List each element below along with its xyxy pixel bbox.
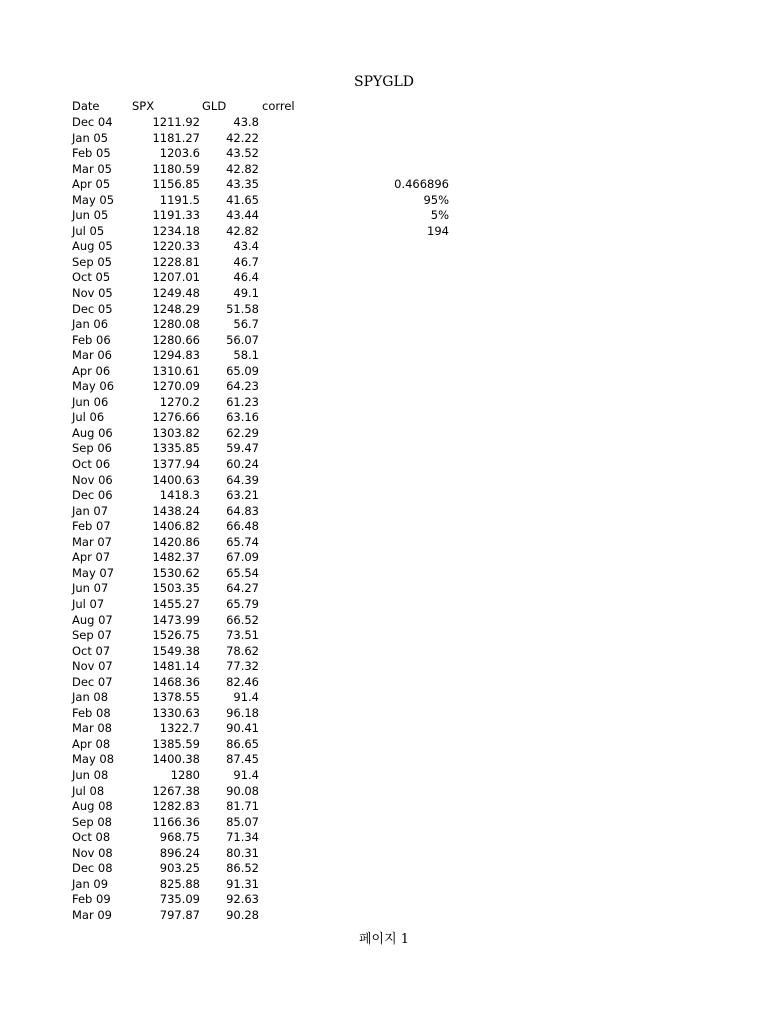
spx-cell: 1330.63 xyxy=(152,705,200,720)
date-cell: Dec 07 xyxy=(72,674,113,689)
date-cell: Jun 07 xyxy=(72,581,109,596)
table-row xyxy=(72,846,272,862)
date-cell: Nov 06 xyxy=(72,472,113,487)
spx-cell: 968.75 xyxy=(159,830,200,845)
gld-cell: 96.18 xyxy=(226,705,259,720)
table-row xyxy=(72,333,272,349)
date-cell: Mar 08 xyxy=(72,721,112,736)
spx-cell: 1420.86 xyxy=(152,534,200,549)
spx-cell: 1303.82 xyxy=(152,425,200,440)
page-footer: 페이지 1 xyxy=(358,932,410,947)
gld-cell: 42.82 xyxy=(226,161,259,176)
column-header-correl: correl xyxy=(262,99,295,113)
spx-cell: 1248.29 xyxy=(152,301,200,316)
gld-cell: 64.27 xyxy=(226,581,259,596)
gld-cell: 43.52 xyxy=(226,146,259,161)
table-row xyxy=(72,675,272,691)
date-cell: Jan 09 xyxy=(72,876,109,891)
date-cell: Oct 07 xyxy=(72,643,111,658)
date-cell: Sep 06 xyxy=(72,441,112,456)
gld-cell: 90.28 xyxy=(226,907,259,922)
spx-cell: 1191.5 xyxy=(159,192,200,207)
spx-cell: 1438.24 xyxy=(152,503,200,518)
table-row xyxy=(72,131,272,147)
spx-cell: 1322.7 xyxy=(159,721,200,736)
spx-cell: 1203.6 xyxy=(159,146,200,161)
gld-cell: 67.09 xyxy=(226,550,259,565)
table-row xyxy=(72,473,272,489)
date-cell: Mar 07 xyxy=(72,534,112,549)
gld-cell: 43.4 xyxy=(233,239,259,254)
spx-cell: 1378.55 xyxy=(152,690,200,705)
table-row xyxy=(72,799,272,815)
spx-cell: 1468.36 xyxy=(152,674,200,689)
date-cell: Jul 06 xyxy=(72,410,105,425)
spx-cell: 1310.61 xyxy=(152,363,200,378)
date-cell: May 06 xyxy=(72,379,115,394)
date-cell: Jul 08 xyxy=(72,783,105,798)
date-cell: Feb 08 xyxy=(72,705,111,720)
date-cell: Apr 07 xyxy=(72,550,111,565)
gld-cell: 78.62 xyxy=(226,643,259,658)
gld-cell: 66.48 xyxy=(226,519,259,534)
spx-cell: 1503.35 xyxy=(152,581,200,596)
date-cell: Apr 06 xyxy=(72,363,111,378)
date-cell: Mar 06 xyxy=(72,348,112,363)
table-row xyxy=(72,752,272,768)
gld-cell: 56.07 xyxy=(226,332,259,347)
gld-cell: 90.41 xyxy=(226,721,259,736)
confidence-level: 95% xyxy=(423,192,449,207)
table-row xyxy=(72,379,272,395)
gld-cell: 86.52 xyxy=(226,861,259,876)
date-cell: Apr 05 xyxy=(72,177,111,192)
date-cell: Aug 07 xyxy=(72,612,113,627)
gld-cell: 42.22 xyxy=(226,130,259,145)
table-row xyxy=(72,426,272,442)
spx-cell: 1385.59 xyxy=(152,736,200,751)
date-cell: Aug 05 xyxy=(72,239,113,254)
table-row xyxy=(72,441,272,457)
gld-cell: 65.74 xyxy=(226,534,259,549)
gld-cell: 46.4 xyxy=(233,270,259,285)
table-row xyxy=(72,566,272,582)
spx-cell: 896.24 xyxy=(159,845,200,860)
gld-cell: 59.47 xyxy=(226,441,259,456)
table-row xyxy=(72,535,272,551)
spx-cell: 1249.48 xyxy=(152,286,200,301)
gld-cell: 82.46 xyxy=(226,674,259,689)
date-cell: Mar 09 xyxy=(72,907,112,922)
date-cell: Feb 09 xyxy=(72,892,111,907)
data-table xyxy=(72,115,272,923)
gld-cell: 85.07 xyxy=(226,814,259,829)
gld-cell: 61.23 xyxy=(226,394,259,409)
spx-cell: 1280.08 xyxy=(152,317,200,332)
column-header-date: Date xyxy=(72,99,100,113)
table-row xyxy=(72,659,272,675)
spx-cell: 1335.85 xyxy=(152,441,200,456)
gld-cell: 49.1 xyxy=(233,286,259,301)
table-row xyxy=(72,721,272,737)
table-row xyxy=(72,162,272,178)
gld-cell: 56.7 xyxy=(233,317,259,332)
spx-cell: 1530.62 xyxy=(152,565,200,580)
date-cell: Aug 06 xyxy=(72,425,113,440)
table-row xyxy=(72,892,272,908)
date-cell: Oct 08 xyxy=(72,830,111,845)
spx-cell: 1207.01 xyxy=(152,270,200,285)
gld-cell: 42.82 xyxy=(226,223,259,238)
gld-cell: 41.65 xyxy=(226,192,259,207)
table-row xyxy=(72,628,272,644)
spx-cell: 1418.3 xyxy=(159,488,200,503)
table-row xyxy=(72,364,272,380)
spx-cell: 797.87 xyxy=(159,907,200,922)
spx-cell: 1280 xyxy=(170,767,200,782)
date-cell: Sep 07 xyxy=(72,628,112,643)
date-cell: Feb 06 xyxy=(72,332,111,347)
table-row xyxy=(72,861,272,877)
gld-cell: 80.31 xyxy=(226,845,259,860)
date-cell: Sep 08 xyxy=(72,814,112,829)
spx-cell: 1228.81 xyxy=(152,254,200,269)
table-row xyxy=(72,690,272,706)
table-row xyxy=(72,270,272,286)
gld-cell: 62.29 xyxy=(226,425,259,440)
table-row xyxy=(72,519,272,535)
spx-cell: 1270.09 xyxy=(152,379,200,394)
table-row xyxy=(72,115,272,131)
date-cell: Jul 07 xyxy=(72,596,105,611)
date-cell: Dec 08 xyxy=(72,861,113,876)
column-header-spx: SPX xyxy=(132,99,155,113)
date-cell: Jan 05 xyxy=(72,130,109,145)
table-row xyxy=(72,317,272,333)
spx-cell: 1377.94 xyxy=(152,457,200,472)
gld-cell: 87.45 xyxy=(226,752,259,767)
spx-cell: 1473.99 xyxy=(152,612,200,627)
date-cell: Dec 05 xyxy=(72,301,113,316)
spx-cell: 1406.82 xyxy=(152,519,200,534)
gld-cell: 90.08 xyxy=(226,783,259,798)
date-cell: May 08 xyxy=(72,752,115,767)
gld-cell: 43.35 xyxy=(226,177,259,192)
spx-cell: 735.09 xyxy=(159,892,200,907)
gld-cell: 65.54 xyxy=(226,565,259,580)
gld-cell: 43.44 xyxy=(226,208,259,223)
table-row xyxy=(72,302,272,318)
table-row xyxy=(72,224,272,240)
date-cell: Jul 05 xyxy=(72,223,105,238)
date-cell: Aug 08 xyxy=(72,799,113,814)
gld-cell: 81.71 xyxy=(226,799,259,814)
spx-cell: 1526.75 xyxy=(152,628,200,643)
table-row xyxy=(72,613,272,629)
date-cell: Oct 06 xyxy=(72,457,111,472)
table-row xyxy=(72,581,272,597)
date-cell: Jun 05 xyxy=(72,208,109,223)
table-row xyxy=(72,815,272,831)
gld-cell: 91.31 xyxy=(226,876,259,891)
date-cell: Feb 07 xyxy=(72,519,111,534)
gld-cell: 58.1 xyxy=(233,348,259,363)
table-row xyxy=(72,504,272,520)
date-cell: Sep 05 xyxy=(72,254,112,269)
gld-cell: 73.51 xyxy=(226,628,259,643)
date-cell: Jan 07 xyxy=(72,503,109,518)
table-row xyxy=(72,208,272,224)
gld-cell: 65.09 xyxy=(226,363,259,378)
date-cell: Jun 08 xyxy=(72,767,109,782)
date-cell: Nov 05 xyxy=(72,286,113,301)
table-row xyxy=(72,550,272,566)
spx-cell: 825.88 xyxy=(159,876,200,891)
table-row xyxy=(72,177,272,193)
gld-cell: 43.8 xyxy=(233,115,259,129)
spx-cell: 1549.38 xyxy=(152,643,200,658)
spx-cell: 1400.38 xyxy=(152,752,200,767)
page-title: SPYGLD xyxy=(354,74,414,90)
spx-cell: 1191.33 xyxy=(152,208,200,223)
gld-cell: 77.32 xyxy=(226,659,259,674)
spx-cell: 1220.33 xyxy=(152,239,200,254)
correlation-value: 0.466896 xyxy=(394,177,449,191)
sample-count: 194 xyxy=(427,223,449,238)
spx-cell: 1276.66 xyxy=(152,410,200,425)
spx-cell: 1180.59 xyxy=(152,161,200,176)
spx-cell: 1482.37 xyxy=(152,550,200,565)
spx-cell: 1270.2 xyxy=(159,394,200,409)
correlation-stats xyxy=(360,177,449,239)
gld-cell: 86.65 xyxy=(226,736,259,751)
date-cell: Apr 08 xyxy=(72,736,111,751)
spx-cell: 1234.18 xyxy=(152,223,200,238)
date-cell: May 07 xyxy=(72,565,115,580)
table-row xyxy=(72,286,272,302)
date-cell: Jan 06 xyxy=(72,317,109,332)
table-row xyxy=(72,768,272,784)
table-row xyxy=(72,395,272,411)
gld-cell: 63.21 xyxy=(226,488,259,503)
date-cell: Jun 06 xyxy=(72,394,109,409)
gld-cell: 64.83 xyxy=(226,503,259,518)
table-row xyxy=(72,706,272,722)
table-row xyxy=(72,457,272,473)
table-row xyxy=(72,146,272,162)
gld-cell: 66.52 xyxy=(226,612,259,627)
date-cell: Oct 05 xyxy=(72,270,111,285)
table-row xyxy=(72,348,272,364)
table-row xyxy=(72,255,272,271)
date-cell: Feb 05 xyxy=(72,146,111,161)
date-cell: Dec 04 xyxy=(72,115,113,129)
table-row xyxy=(72,239,272,255)
spx-cell: 1166.36 xyxy=(152,814,200,829)
table-row xyxy=(72,488,272,504)
spx-cell: 1211.92 xyxy=(152,115,200,129)
table-row xyxy=(72,193,272,209)
date-cell: Mar 05 xyxy=(72,161,112,176)
table-row xyxy=(72,877,272,893)
date-cell: Dec 06 xyxy=(72,488,113,503)
gld-cell: 65.79 xyxy=(226,596,259,611)
spx-cell: 1455.27 xyxy=(152,596,200,611)
table-row xyxy=(72,644,272,660)
gld-cell: 46.7 xyxy=(233,254,259,269)
column-header-row xyxy=(72,99,472,115)
gld-cell: 60.24 xyxy=(226,457,259,472)
spx-cell: 1294.83 xyxy=(152,348,200,363)
table-row xyxy=(72,597,272,613)
table-row xyxy=(72,784,272,800)
date-cell: Nov 08 xyxy=(72,845,113,860)
spx-cell: 1400.63 xyxy=(152,472,200,487)
column-header-gld: GLD xyxy=(202,99,227,113)
gld-cell: 91.4 xyxy=(233,767,259,782)
gld-cell: 51.58 xyxy=(226,301,259,316)
date-cell: May 05 xyxy=(72,192,115,207)
spx-cell: 1282.83 xyxy=(152,799,200,814)
gld-cell: 92.63 xyxy=(226,892,259,907)
table-row xyxy=(72,908,272,924)
spx-cell: 1156.85 xyxy=(152,177,200,192)
spx-cell: 903.25 xyxy=(159,861,200,876)
gld-cell: 64.39 xyxy=(226,472,259,487)
gld-cell: 71.34 xyxy=(226,830,259,845)
gld-cell: 91.4 xyxy=(233,690,259,705)
significance-level: 5% xyxy=(430,208,449,223)
table-row xyxy=(72,737,272,753)
table-row xyxy=(72,410,272,426)
spx-cell: 1280.66 xyxy=(152,332,200,347)
spx-cell: 1267.38 xyxy=(152,783,200,798)
table-row xyxy=(72,830,272,846)
spx-cell: 1481.14 xyxy=(152,659,200,674)
date-cell: Jan 08 xyxy=(72,690,109,705)
gld-cell: 63.16 xyxy=(226,410,259,425)
spx-cell: 1181.27 xyxy=(152,130,200,145)
gld-cell: 64.23 xyxy=(226,379,259,394)
date-cell: Nov 07 xyxy=(72,659,113,674)
